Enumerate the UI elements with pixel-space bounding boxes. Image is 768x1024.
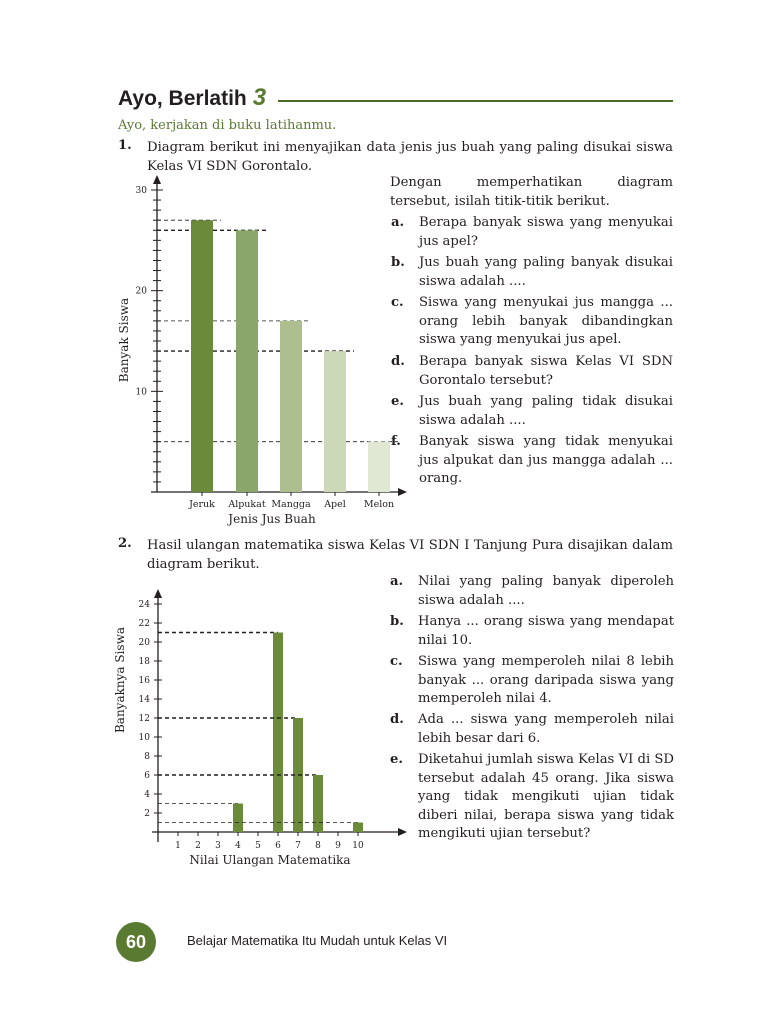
page-number: 60 <box>116 922 156 962</box>
y-tick-label: 20 <box>138 638 150 648</box>
x-tick-label: Jeruk <box>189 499 215 510</box>
bar-score-10 <box>353 823 363 833</box>
x-tick-label: Alpukat <box>228 499 266 510</box>
y-tick-label: 2 <box>144 809 150 819</box>
q2-text: Hasil ulangan matematika siswa Kelas VI SDN I Tanjung Pura disajikan dalam diagram berikut. <box>147 538 673 572</box>
item-text: Berapa banyak siswa Kelas VI SDN Gorontalo tersebut? <box>419 354 673 388</box>
y-tick-label: 12 <box>138 714 150 724</box>
y-tick-label: 22 <box>138 619 150 629</box>
chart-juice <box>110 172 420 532</box>
item-label: e. <box>391 394 404 409</box>
x-tick-label: 5 <box>255 841 261 851</box>
item-label: d. <box>390 712 404 727</box>
y-axis-arrow <box>153 175 161 184</box>
bar-alpukat <box>236 230 258 492</box>
item-text: Berapa banyak siswa yang menyukai jus apel? <box>419 215 673 249</box>
item-text: Siswa yang memperoleh nilai 8 lebih banyak ... orang daripada siswa yang memperoleh nilai 4. <box>418 654 674 706</box>
y-tick-label: 24 <box>138 600 150 610</box>
y-tick-label: 4 <box>144 790 150 800</box>
x-tick-label: Apel <box>324 499 346 510</box>
q1-text: Diagram berikut ini menyajikan data jenis jus buah yang paling disukai siswa Kelas VI SDN Gorontalo. <box>147 140 673 174</box>
q1-number: 1. <box>118 138 132 153</box>
x-tick-label: 10 <box>352 841 364 851</box>
header-divider <box>278 100 673 102</box>
book-title: Belajar Matematika Itu Mudah untuk Kelas VI <box>187 933 448 948</box>
x-tick-label: Melon <box>363 499 395 510</box>
y-axis-label: Banyak Siswa <box>117 297 131 383</box>
y-tick-label: 10 <box>138 733 150 743</box>
y-tick-label: 8 <box>144 752 150 762</box>
y-tick-label: 18 <box>138 657 150 667</box>
y-tick-label: 30 <box>135 186 147 196</box>
exercise-number: 3 <box>252 84 267 111</box>
x-tick-label: 2 <box>195 841 201 851</box>
x-tick-label: 7 <box>295 841 301 851</box>
x-tick-label: 4 <box>235 841 241 851</box>
q1-intro: Dengan memperhatikan diagram tersebut, isilah titik-titik berikut. <box>390 175 673 209</box>
item-text: Ada ... siswa yang memperoleh nilai lebih besar dari 6. <box>418 712 674 746</box>
x-axis-arrow <box>398 828 407 836</box>
item-label: e. <box>390 752 403 767</box>
item-text: Hanya ... orang siswa yang mendapat nilai 10. <box>418 614 674 648</box>
item-text: Jus buah yang paling banyak disukai siswa adalah .... <box>419 255 673 289</box>
item-label: a. <box>391 215 405 230</box>
y-axis-label: Banyaknya Siswa <box>113 626 127 734</box>
item-text: Diketahui jumlah siswa Kelas VI di SD tersebut adalah 45 orang. Jika siswa yang tidak mengikuti ujian tidak diberi nilai, berapa siswa yang tidak mengikuti ujian tersebut? <box>418 752 674 841</box>
y-tick-label: 6 <box>144 771 150 781</box>
item-text: Siswa yang menyukai jus mangga ... orang lebih banyak dibandingkan siswa yang menyukai jus apel. <box>419 295 673 347</box>
bar-score-8 <box>313 775 323 832</box>
y-tick-label: 16 <box>138 676 150 686</box>
item-text: Jus buah yang paling tidak disukai siswa adalah .... <box>419 394 673 428</box>
item-label: f. <box>391 434 401 449</box>
x-tick-label: 3 <box>215 841 221 851</box>
chart-math-scores <box>110 588 420 878</box>
exercise-title-text: Ayo, Berlatih <box>118 87 247 110</box>
y-axis-arrow <box>154 589 162 598</box>
x-axis-arrow <box>398 488 407 496</box>
bar-apel <box>324 351 346 492</box>
bar-melon <box>368 442 390 492</box>
exercise-instruction: Ayo, kerjakan di buku latihanmu. <box>118 118 337 133</box>
x-tick-label: 8 <box>315 841 321 851</box>
exercise-title <box>118 84 266 112</box>
y-tick-label: 10 <box>135 387 147 398</box>
item-text: Nilai yang paling banyak diperoleh siswa adalah .... <box>418 574 674 608</box>
bar-mangga <box>280 321 302 492</box>
x-axis-label: Nilai Ulangan Matematika <box>189 853 351 867</box>
x-tick-label: 9 <box>335 841 341 851</box>
x-tick-label: Mangga <box>271 499 311 510</box>
x-tick-label: 1 <box>175 841 181 851</box>
item-label: b. <box>390 614 404 629</box>
y-tick-label: 14 <box>138 695 150 705</box>
q2-number: 2. <box>118 536 132 551</box>
bar-jeruk <box>191 220 213 492</box>
item-label: c. <box>391 295 404 310</box>
y-tick-label: 20 <box>135 286 147 297</box>
item-label: d. <box>391 354 405 369</box>
item-label: a. <box>390 574 404 589</box>
bar-score-6 <box>273 633 283 833</box>
item-label: b. <box>391 255 405 270</box>
item-label: c. <box>390 654 403 669</box>
x-tick-label: 6 <box>275 841 281 851</box>
bar-score-4 <box>233 804 243 833</box>
x-axis-label: Jenis Jus Buah <box>228 512 316 526</box>
item-text: Banyak siswa yang tidak menyukai jus alpukat dan jus mangga adalah ... orang. <box>419 434 673 486</box>
